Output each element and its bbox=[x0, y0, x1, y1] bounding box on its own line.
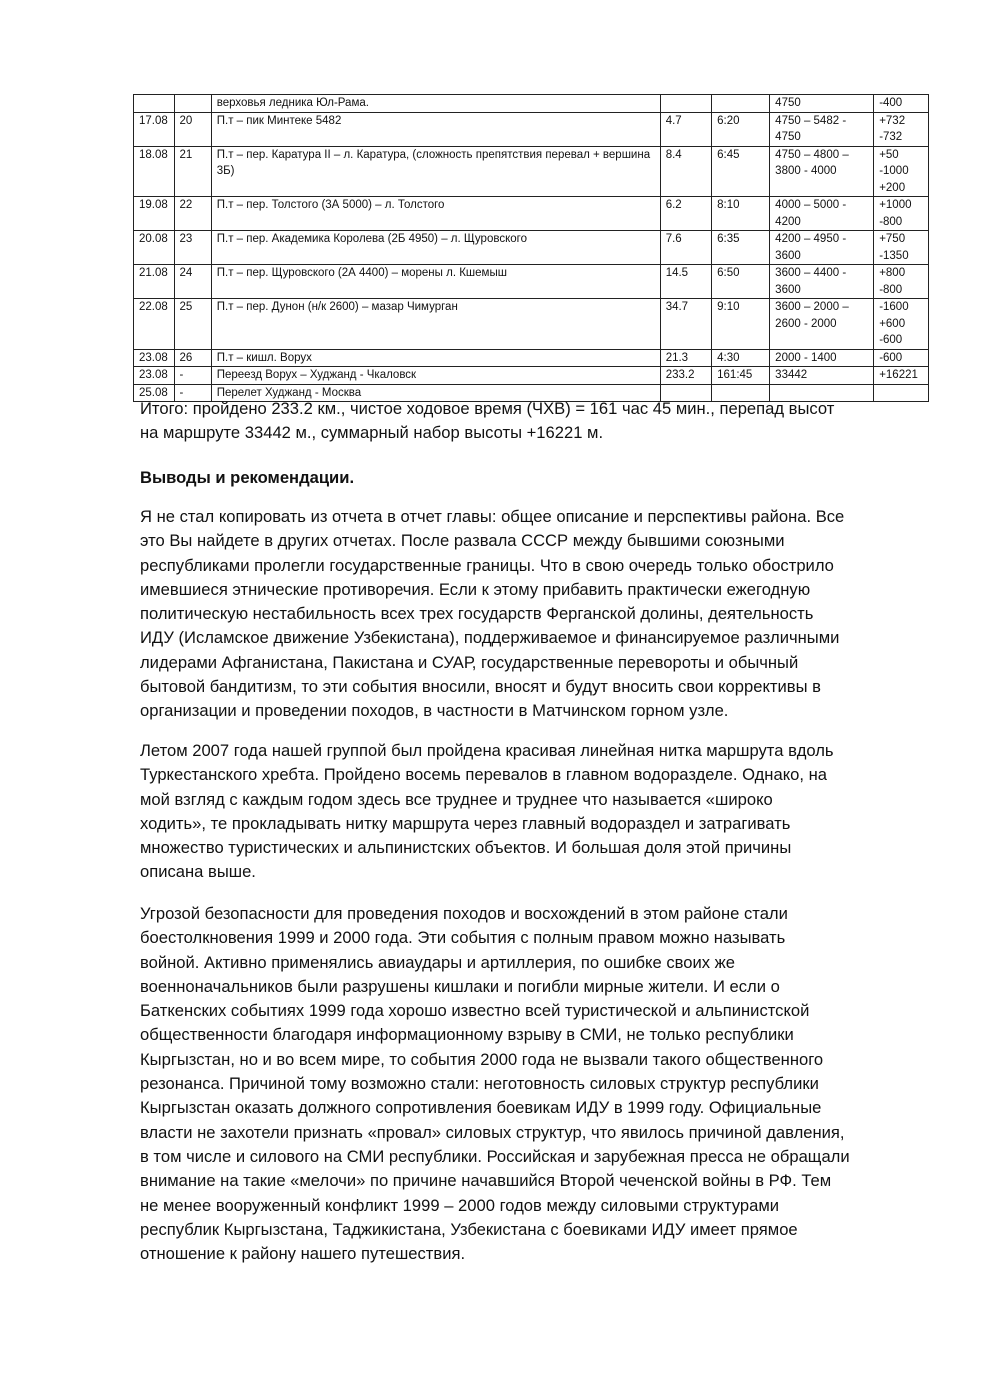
cell-desc: П.т – пер. Щуровского (2А 4400) – морены л. Кшемыш bbox=[211, 265, 660, 299]
cell-desc: П.т – пер. Каратура II – л. Каратура, (сложность препятствия перевал + вершина 3Б) bbox=[211, 146, 660, 197]
cell-desc: Переезд Ворух – Худжанд - Чкаловск bbox=[211, 367, 660, 385]
cell-alt: 4750 bbox=[770, 95, 874, 113]
paragraph-line: множество туристических и альпинистских объектов. И большая доля этой причины bbox=[140, 838, 792, 858]
summary-line: Итого: пройдено 233.2 км., чистое ходовое время (ЧХВ) = 161 час 45 мин., перепад высот bbox=[140, 399, 835, 418]
cell-alt: 4200 – 4950 - 3600 bbox=[770, 231, 874, 265]
cell-dist: 8.4 bbox=[660, 146, 711, 197]
cell-time: 9:10 bbox=[712, 299, 770, 350]
cell-alt: 33442 bbox=[770, 367, 874, 385]
paragraph-line: имевшиеся этнические противоречия. Если к этому прибавить практически ежегодную bbox=[140, 579, 811, 599]
cell-date: 20.08 bbox=[134, 231, 175, 265]
cell-date: 19.08 bbox=[134, 197, 175, 231]
cell-time: 6:35 bbox=[712, 231, 770, 265]
cell-date: 21.08 bbox=[134, 265, 175, 299]
table-row bbox=[134, 95, 929, 113]
paragraph-line: не менее вооруженный конфликт 1999 – 2000 годов между силовыми структурами bbox=[140, 1195, 780, 1215]
paragraph-line: общественности благодаря информационному взрыву в СМИ, не только республики bbox=[140, 1025, 794, 1045]
cell-alt: 3600 – 4400 - 3600 bbox=[770, 265, 874, 299]
cell-alt: 4750 – 5482 - 4750 bbox=[770, 112, 874, 146]
cell-dist: 6.2 bbox=[660, 197, 711, 231]
cell-day: - bbox=[174, 367, 211, 385]
paragraph-line: Угрозой безопасности для проведения походов и восхождений в этом районе стали bbox=[140, 904, 788, 923]
cell-date: 23.08 bbox=[134, 349, 175, 367]
cell-date: 18.08 bbox=[134, 146, 175, 197]
paragraph-line: бытовой бандитизм, то эти события вносили, вносят и будут вносить свои коррективы в bbox=[140, 677, 821, 697]
paragraph-line: отношение к району нашего путешествия. bbox=[140, 1244, 466, 1264]
paragraph-line: Туркестанского хребта. Пройдено восемь перевалов в главном водоразделе. Однако, на bbox=[140, 765, 827, 785]
cell-alt: 4000 – 5000 - 4200 bbox=[770, 197, 874, 231]
table-row bbox=[134, 299, 929, 350]
cell-diff: -600 bbox=[874, 349, 929, 367]
cell-dist: 7.6 bbox=[660, 231, 711, 265]
route-table-body bbox=[134, 95, 929, 402]
route-table bbox=[133, 94, 929, 402]
cell-diff: +50 -1000 +200 bbox=[874, 146, 929, 197]
cell-desc: П.т – пик Минтеке 5482 bbox=[211, 112, 660, 146]
cell-day: 22 bbox=[174, 197, 211, 231]
cell-time: 6:50 bbox=[712, 265, 770, 299]
paragraph-line: власти не захотели признать «провал» силовых структур, что явилось причиной давления, bbox=[140, 1122, 845, 1142]
summary-line: на маршруте 33442 м., суммарный набор высоты +16221 м. bbox=[140, 423, 604, 442]
cell-time bbox=[712, 95, 770, 113]
paragraph-line: организации и проведении походов, в частности в Матчинском горном узле. bbox=[140, 701, 729, 721]
paragraph-line: республиками пролегли государственные границы. Что в свою очередь только обострило bbox=[140, 555, 834, 575]
paragraph-1 bbox=[140, 505, 930, 724]
paragraph-line: войной. Активно применялись авиаудары и артиллерия, по ошибке своих же bbox=[140, 952, 735, 972]
cell-time: 6:20 bbox=[712, 112, 770, 146]
cell-desc: П.т – пер. Академика Королева (2Б 4950) – л. Щуровского bbox=[211, 231, 660, 265]
cell-diff: +1000 -800 bbox=[874, 197, 929, 231]
cell-time: 161:45 bbox=[712, 367, 770, 385]
cell-desc: Перелет Худжанд - Москва bbox=[211, 384, 660, 402]
cell-date: 22.08 bbox=[134, 299, 175, 350]
cell-diff: +16221 bbox=[874, 367, 929, 385]
cell-day bbox=[174, 95, 211, 113]
paragraph-3 bbox=[140, 902, 930, 1266]
cell-date: 17.08 bbox=[134, 112, 175, 146]
cell-dist: 21.3 bbox=[660, 349, 711, 367]
cell-date: 25.08 bbox=[134, 384, 175, 402]
cell-day: - bbox=[174, 384, 211, 402]
cell-alt: 3600 – 2000 – 2600 - 2000 bbox=[770, 299, 874, 350]
cell-desc: верховья ледника Юл-Рама. bbox=[211, 95, 660, 113]
paragraph-line: ИДУ (Исламское движение Узбекистана), поддерживаемое и финансируемое различными bbox=[140, 628, 840, 648]
table-row bbox=[134, 265, 929, 299]
paragraph-line: ходить», те прокладывать нитку маршрута через главный водораздел и затрагивать bbox=[140, 813, 791, 833]
paragraph-line: Баткенских событиях 1999 года хорошо известно всей туристической и альпинистской bbox=[140, 1001, 810, 1021]
cell-diff: -1600 +600 -600 bbox=[874, 299, 929, 350]
paragraph-line: политическую нестабильность всех трех государств Ферганской долины, деятельность bbox=[140, 604, 814, 624]
paragraph-line: это Вы найдете в других отчетах. После развала СССР между бывшими союзными bbox=[140, 531, 785, 551]
cell-desc: П.т – пер. Толстого (3А 5000) – л. Толстого bbox=[211, 197, 660, 231]
cell-dist: 14.5 bbox=[660, 265, 711, 299]
cell-alt: 2000 - 1400 bbox=[770, 349, 874, 367]
paragraph-line: Кыргызстан оказать должного сопротивления боевикам ИДУ в 1999 году. Официальные bbox=[140, 1098, 822, 1118]
cell-diff: +800 -800 bbox=[874, 265, 929, 299]
table-row bbox=[134, 367, 929, 385]
cell-day: 26 bbox=[174, 349, 211, 367]
paragraph-2 bbox=[140, 739, 930, 885]
cell-day: 20 bbox=[174, 112, 211, 146]
cell-date bbox=[134, 95, 175, 113]
paragraph-line: описана выше. bbox=[140, 862, 256, 882]
cell-time: 8:10 bbox=[712, 197, 770, 231]
cell-dist: 4.7 bbox=[660, 112, 711, 146]
cell-day: 24 bbox=[174, 265, 211, 299]
section-heading: Выводы и рекомендации. bbox=[140, 468, 355, 487]
table-row bbox=[134, 146, 929, 197]
cell-desc: П.т – кишл. Ворух bbox=[211, 349, 660, 367]
paragraph-line: в том числе и силового на СМИ республики. Российская и зарубежная пресса не обращали bbox=[140, 1146, 850, 1166]
cell-diff: -400 bbox=[874, 95, 929, 113]
cell-day: 25 bbox=[174, 299, 211, 350]
route-summary bbox=[140, 397, 930, 445]
paragraph-line: мой взгляд с каждым годом здесь все труднее и труднее что называется «широко bbox=[140, 789, 773, 809]
cell-day: 21 bbox=[174, 146, 211, 197]
table-row bbox=[134, 197, 929, 231]
cell-alt: 4750 – 4800 – 3800 - 4000 bbox=[770, 146, 874, 197]
paragraph-line: военноначальников были разрушены кишлаки и погибли мирные жители. И если о bbox=[140, 976, 780, 996]
cell-dist bbox=[660, 95, 711, 113]
cell-time: 4:30 bbox=[712, 349, 770, 367]
cell-diff: +732 -732 bbox=[874, 112, 929, 146]
paragraph-line: Летом 2007 года нашей группой был пройдена красивая линейная нитка маршрута вдоль bbox=[140, 741, 834, 760]
paragraph-line: внимание на такие «мелочи» по причине начавшийся Второй чеченской войны в РФ. Тем bbox=[140, 1171, 832, 1191]
paragraph-line: Кыргызстан, но и во всем мире, то события 2000 года не вызвали такого общественного bbox=[140, 1049, 824, 1069]
table-row bbox=[134, 231, 929, 265]
table-row bbox=[134, 349, 929, 367]
paragraph-line: Я не стал копировать из отчета в отчет главы: общее описание и перспективы района. Все bbox=[140, 507, 845, 526]
paragraph-line: боестолкновения 1999 и 2000 года. Эти события с полным правом можно называть bbox=[140, 928, 786, 948]
cell-date: 23.08 bbox=[134, 367, 175, 385]
table-row bbox=[134, 112, 929, 146]
cell-dist: 233.2 bbox=[660, 367, 711, 385]
paragraph-line: лидерами Афганистана, Пакистана и СУАР, государственные перевороты и обычный bbox=[140, 652, 799, 672]
cell-diff: +750 -1350 bbox=[874, 231, 929, 265]
paragraph-line: республик Кыргызстана, Таджикистана, Узбекистана с боевиками ИДУ имеет прямое bbox=[140, 1219, 798, 1239]
cell-desc: П.т – пер. Дунон (н/к 2600) – мазар Чимурган bbox=[211, 299, 660, 350]
cell-time: 6:45 bbox=[712, 146, 770, 197]
cell-dist: 34.7 bbox=[660, 299, 711, 350]
paragraph-line: резонанса. Причиной тому возможно стали: неготовность силовых структур республики bbox=[140, 1074, 819, 1094]
cell-day: 23 bbox=[174, 231, 211, 265]
